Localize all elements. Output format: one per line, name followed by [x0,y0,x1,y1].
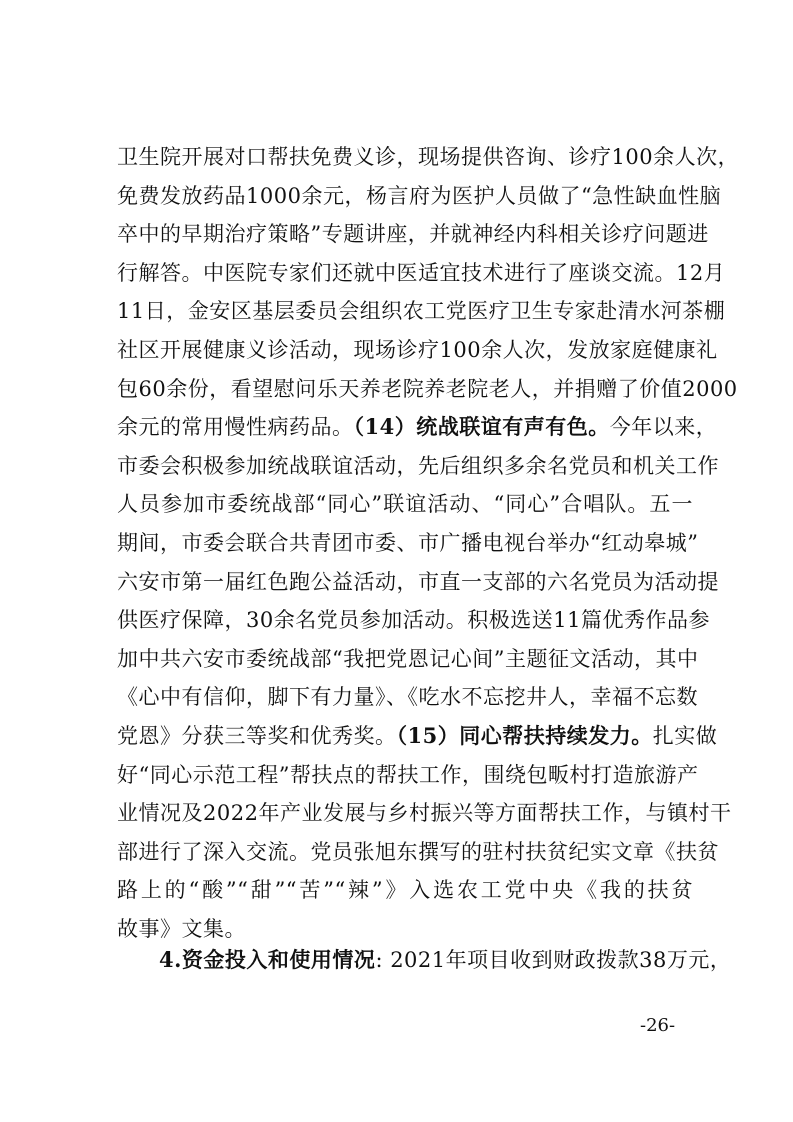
bold-heading: （15）同心帮扶持续发力。 [396,723,653,748]
paragraph-line: 业情况及2022年产业发展与乡村振兴等方面帮扶工作，与镇村干 [117,801,732,826]
paragraph-line [117,408,718,446]
line-text: 党恩》分获三等奖和优秀奖。 [117,724,397,748]
page-number: -26- [640,1015,676,1036]
paragraph-line: 供医疗保障，30余名党员参加活动。积极选送11篇优秀作品参 [117,608,710,633]
section-4-line [159,941,732,979]
paragraph-line: 市委会积极参加统战联谊活动，先后组织多余名党员和机关工作 [117,453,719,478]
paragraph-line: 11日，金安区基层委员会组织农工党医疗卫生专家赴清水河茶棚 [117,299,726,324]
paragraph-line: 好“同心示范工程”帮扶点的帮扶工作，围绕包畈村打造旅游产 [117,762,699,787]
paragraph-line: 包60余份，看望慰问乐天养老院养老院老人，并捐赠了价值2000 [117,376,738,401]
line-text: 余元的常用慢性病药品。 [117,415,354,440]
paragraph-line: 卒中的早期治疗策略”专题讲座，并就神经内科相关诊疗问题进 [117,222,709,247]
paragraph-line: 《心中有信仰，脚下有力量》、《吃水不忘挖井人，幸福不忘数 [117,685,698,710]
paragraph-line: 六安市第一届红色跑公益活动，市直一支部的六名党员为活动提 [117,569,719,594]
paragraph-line: 路上的“酸”“甜”“苦”“辣”》入选农工党中央《我的扶贫 [117,878,693,903]
paragraph-line: 免费发放药品1000余元，杨言府为医护人员做了“急性缺血性脑 [117,183,722,208]
section-4-heading: 4.资金投入和使用情况 [159,947,376,972]
paragraph-line [117,717,718,755]
paragraph-line: 期间，市委会联合共青团市委、市广播电视台举办“红动皋城” [117,531,699,555]
paragraph-line: 人员参加市委统战部“同心”联谊活动、“同心”合唱队。五一 [117,492,693,517]
section-4-text: : 2021年项目收到财政拨款38万元， [375,948,732,972]
paragraph-line: 故事》文集。 [117,917,246,941]
paragraph-line: 部进行了深入交流。党员张旭东撰写的驻村扶贫纪实文章《扶贫 [117,839,719,864]
paragraph-line: 社区开展健康义诊活动，现场诊疗100余人次，发放家庭健康礼 [117,338,718,362]
bold-heading: （14）统战联谊有声有色。 [353,414,610,440]
paragraph-line: 加中共六安市委统战部“我把党恩记心间”主题征文活动，其中 [117,646,699,671]
line-text: 今年以来， [609,415,718,440]
paragraph-line: 行解答。中医院专家们还就中医适宜技术进行了座谈交流。12月 [117,260,726,285]
line-text: 扎实做 [652,724,718,748]
paragraph-line: 卫生院开展对口帮扶免费义诊，现场提供咨询、诊疗100余人次， [117,145,740,169]
